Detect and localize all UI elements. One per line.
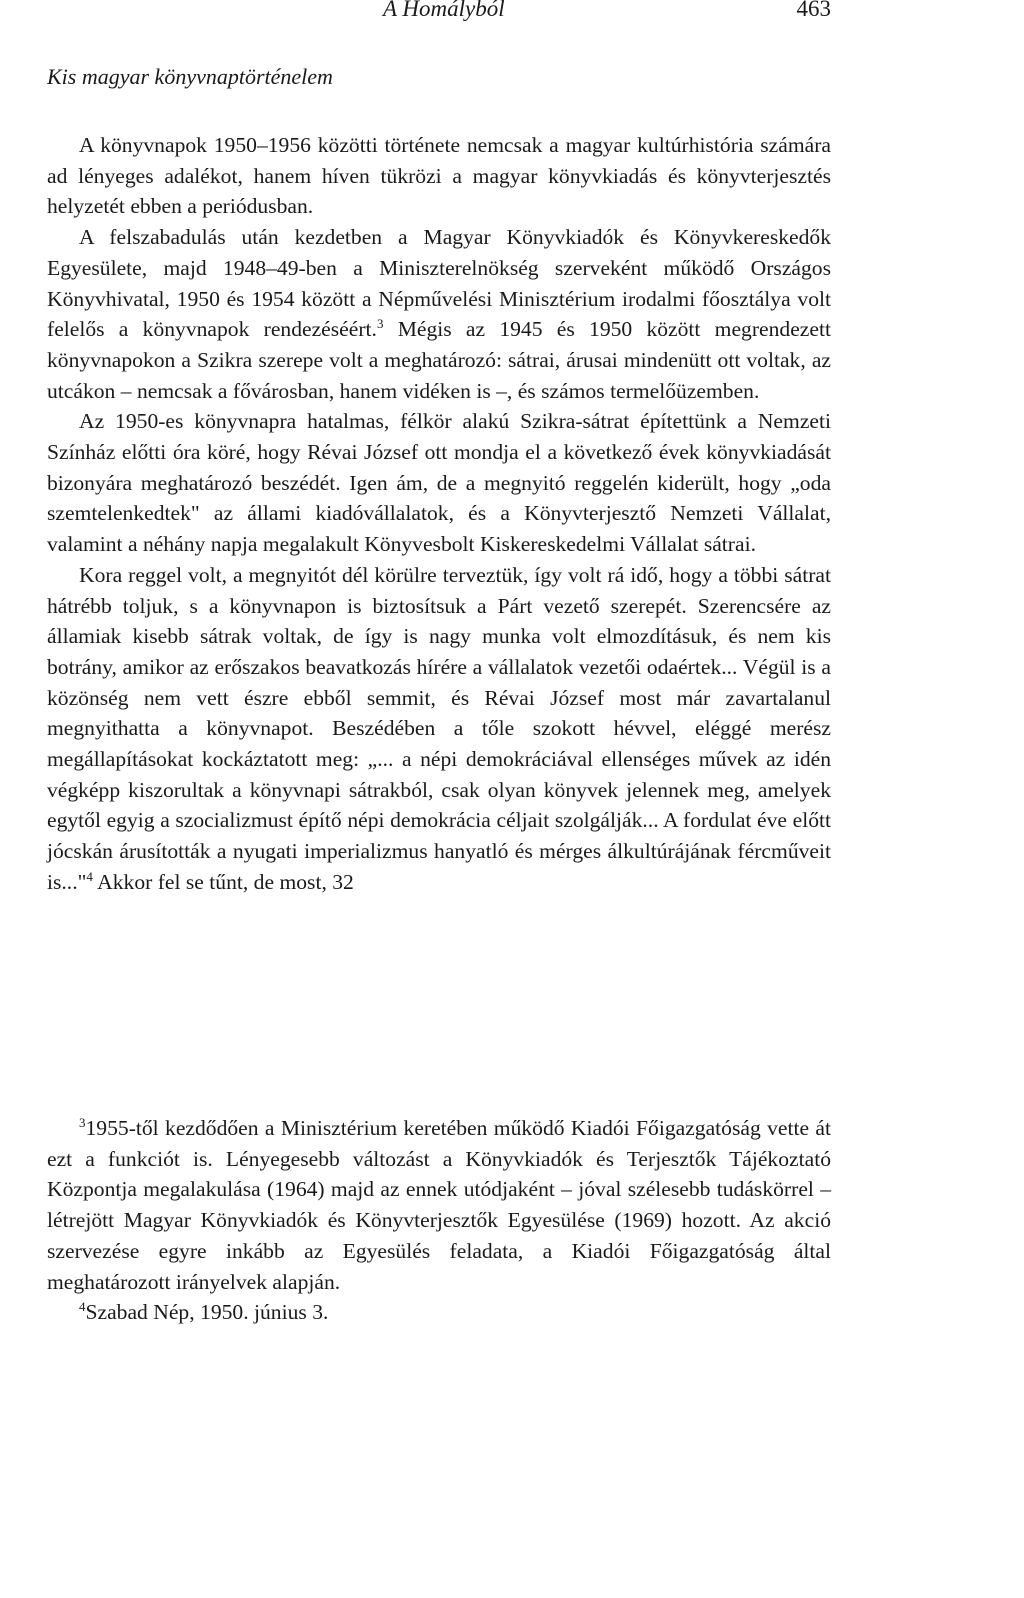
- paragraph-intro: A könyvnapok 1950–1956 közötti története nemcsak a magyar kultúrhistória számára ad lényeges adalékot, hanem híven tükrözi a magyar könyvkiadás és könyvterjesztés helyzetét ebben a periódusban.: [47, 133, 831, 219]
- footnote-mark-4: 4: [79, 1299, 86, 1315]
- footnotes: [47, 1113, 831, 1328]
- section-title: Kis magyar könyvnaptörténelem: [47, 64, 333, 89]
- footnote-3-text: 1955-től kezdődően a Minisztérium keretében működő Kiadói Főigazgatóság vette át ezt a funkciót is. Lényegesebb változást a Könyvkiadók és Terjesztők Tájékoztató Központja megalakulása (1964) majd az ennek utódjaként – jóval szélesebb tudáskörrel – létrejött Magyar Könyvkiadók és Könyvterjesztők Egyesülése (1969) hozott. Az akció szervezése egyre inkább az Egyesülés feladata, a Kiadói Főigazgatóság által meghatározott irányelvek alapján.: [47, 1116, 831, 1294]
- footnote-4: [47, 1297, 831, 1328]
- footnote-ref-4: 4: [86, 868, 93, 884]
- footnote-ref-3: 3: [376, 316, 384, 332]
- paragraph-organizers-text: A felszabadulás után kezdetben a Magyar Könyvkiadók és Könyvkereskedők Egyesülete, majd 1948–49-ben a Miniszterelnökség szerveként működő Országos Könyvhivatal, 1950 és 1954 között a Népművelési Minisztérium irodalmi főosztálya volt felelős a könyvnapok rendezéséért.: [47, 225, 831, 342]
- paragraph-opening-text: Kora reggel volt, a megnyitót dél körülre terveztük, így volt rá idő, hogy a többi sátrat hátrébb toljuk, s a könyvnapon is biztosítsuk a Párt vezető szerepét. Szerencsére az államiak kisebb sátrak voltak, de így is nagy munka volt elmozdításuk, és nem kis botrány, amikor az erőszakos beavatkozás hírére a vállalatok vezetői odaértek... Végül is a közönség nem vett észre ebből semmit, és Révai József most már zavartalanul megnyithatta a könyvnapot. Beszédében a tőle szokott hévvel, eléggé merész megállapításokat kockáztatott meg: „... a népi demokráciával ellenséges művek az idén végképp kiszorultak a könyvnapi sátrakból, csak olyan könyvek jelennek meg, amelyek egytől egyig a szocializmust építő népi demokrácia céljait szolgálják... A fordulat éve előtt jócskán árusították a nyugati imperializmus hanyatló és mérges álkultúrájának fércműveit is...": [47, 562, 831, 894]
- paragraph-1950-bookday: Az 1950-es könyvnapra hatalmas, félkör alakú Szikra-sátrat építettünk a Nemzeti Színház előtti óra köré, hogy Révai József ott mondja el a következő évek könyvkiadását bizonyára meghatározó beszédét. Igen ám, de a megnyitó reggelén kiderült, hogy „oda szemtelenkedtek" az állami kiadóvállalatok, és a Könyvterjesztő Nemzeti Vállalat, valamint a néhány napja megalakult Könyvesbolt Kiskereskedelmi Vállalat sátrai.: [47, 409, 831, 557]
- footnote-4-text: Szabad Nép, 1950. június 3.: [85, 1300, 329, 1325]
- footnote-mark-3: 3: [79, 1115, 86, 1130]
- running-head: [47, 0, 831, 28]
- paragraph-organizers: [47, 222, 831, 406]
- running-title: A Homályból: [383, 0, 505, 21]
- page-number: 463: [796, 0, 831, 21]
- body-text: [47, 130, 831, 898]
- paragraph-opening: [47, 560, 831, 898]
- paragraph-szikra-text: Mégis az 1945 és 1950 között megrendezett könyvnapokon a Szikra szerepe volt a meghatározó: sátrai, árusai mindenütt ott voltak, az utcákon – nemcsak a fővárosban, hanem vidéken is –, és számos termelőüzemben.: [47, 317, 831, 403]
- paragraph-opening-tail: Akkor fel se tűnt, de most, 32: [97, 869, 354, 894]
- footnote-3: [47, 1113, 831, 1297]
